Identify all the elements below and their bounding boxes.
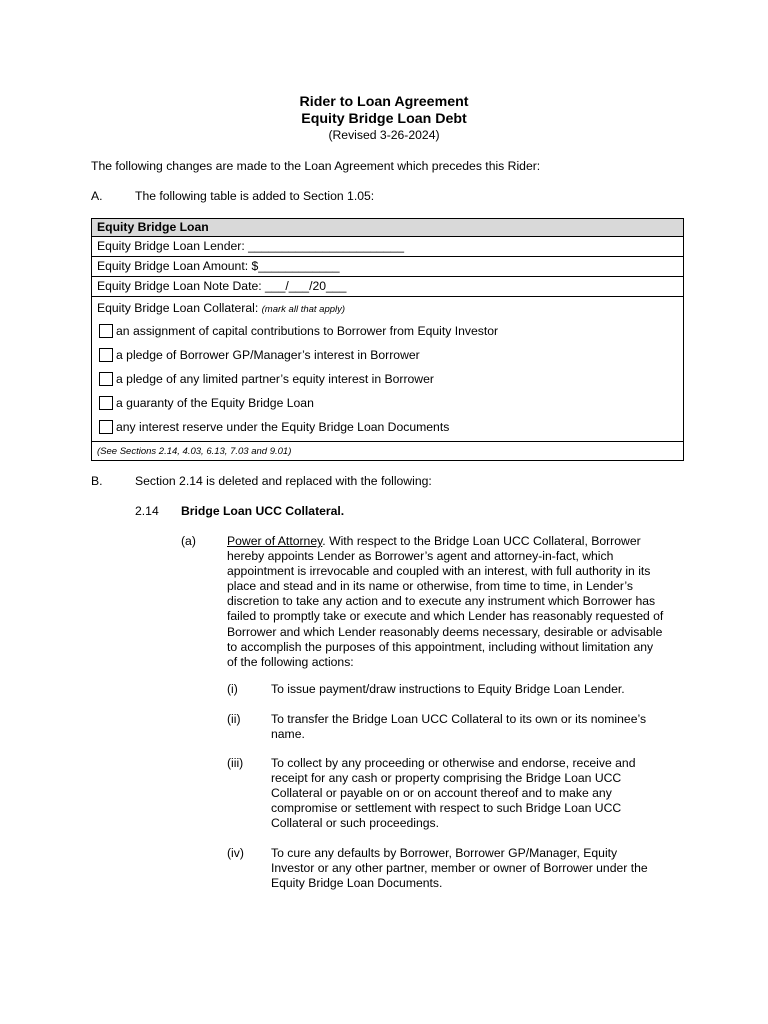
item-text: To cure any defaults by Borrower, Borrower GP/Manager, Equity Investor or any other partner, member or owner of Borrower under the Equity Bridge Loan Documents. [271,846,648,891]
collateral-option-label: any interest reserve under the Equity Bridge Loan Documents [116,419,450,434]
table-footnote: (See Sections 2.14, 4.03, 6.13, 7.03 and 9.01) [92,442,684,461]
revision-date: (Revised 3-26-2024) [328,128,440,142]
collateral-cell [92,297,684,442]
paragraph-line: appointment is irrevocable and coupled with an interest, with full authority in its [227,564,651,579]
item-text: To collect by any proceeding or otherwise and endorse, receive and receipt for any cash or property comprising the Bridge Loan UCC Collateral or payable on or on account thereof and to make any compromise or settlement with respect to such Bridge Loan UCC Collateral or such proceedings. [271,756,636,831]
collateral-option[interactable] [99,367,678,391]
paragraph-a-text [227,534,687,670]
checkbox[interactable] [99,396,113,410]
table-header: Equity Bridge Loan [92,219,684,237]
item-label: (i) [227,682,238,696]
collateral-hint: (mark all that apply) [261,304,346,315]
amount-field: Equity Bridge Loan Amount: $____________ [92,257,684,277]
collateral-heading [97,299,678,319]
paragraph-line: place and stead and in its name or otherwise, from time to time, in Lender’s [227,579,634,594]
paragraph-line: failed to promptly take or execute and which Lender has reasonably requested of [227,609,664,624]
item-label: (iv) [227,846,244,860]
paragraph-line: to accomplish the purposes of this appointment, including without limitation any [227,639,654,654]
checkbox[interactable] [99,324,113,338]
document-header [0,94,768,143]
collateral-option[interactable] [99,319,678,343]
item-text: To transfer the Bridge Loan UCC Collateral to its own or its nominee’s name. [271,712,647,742]
subsection-number: 2.14 [135,504,159,518]
paragraph-line: hereby appoints Lender as Borrower’s agent and attorney-in-fact, which [227,549,614,564]
checkbox[interactable] [99,420,113,434]
document-title: Rider to Loan Agreement [299,94,469,110]
collateral-option-label: a guaranty of the Equity Bridge Loan [116,395,314,410]
paragraph-a-label: (a) [181,534,196,548]
equity-bridge-loan-table [91,218,684,461]
section-b-text: Section 2.14 is deleted and replaced with the following: [135,474,432,488]
paragraph-heading: Power of Attorney [227,534,323,548]
collateral-option[interactable] [99,415,678,439]
paragraph-line: Power of Attorney. With respect to the Bridge Loan UCC Collateral, Borrower [227,534,641,548]
item-label: (iii) [227,756,244,770]
item-label: (ii) [227,712,241,726]
section-a-letter: A. [91,189,103,203]
checkbox[interactable] [99,348,113,362]
checkbox[interactable] [99,372,113,386]
collateral-option-label: a pledge of Borrower GP/Manager’s interest in Borrower [116,347,420,362]
collateral-option-label: a pledge of any limited partner’s equity interest in Borrower [116,371,434,386]
collateral-option[interactable] [99,343,678,367]
paragraph-line: of the following actions: [227,654,354,669]
subsection-title: Bridge Loan UCC Collateral. [181,504,345,518]
intro-text: The following changes are made to the Loan Agreement which precedes this Rider: [91,159,541,173]
paragraph-line: discretion to take any action and to execute any instrument which Borrower has [227,594,656,609]
section-b-letter: B. [91,474,103,488]
item-text: To issue payment/draw instructions to Equity Bridge Loan Lender. [271,682,625,696]
note-date-field: Equity Bridge Loan Note Date: ___/___/20___ [92,277,684,297]
collateral-label: Equity Bridge Loan Collateral: [97,301,259,315]
section-a-text: The following table is added to Section 1.05: [135,189,375,203]
collateral-option[interactable] [99,391,678,415]
paragraph-line: Borrower and which Lender reasonably deems necessary, desirable or advisable [227,624,663,639]
collateral-option-label: an assignment of capital contributions to Borrower from Equity Investor [116,323,499,338]
document-subtitle: Equity Bridge Loan Debt [301,111,467,127]
lender-field: Equity Bridge Loan Lender: _______________________ [92,237,684,257]
